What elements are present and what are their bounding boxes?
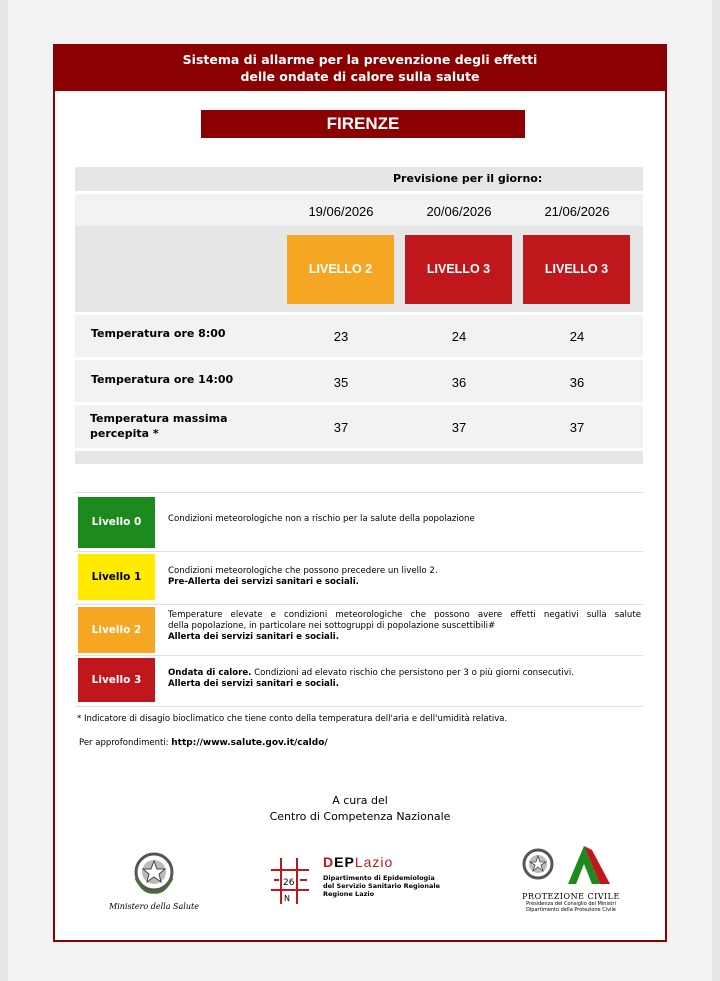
credits-line-2: Centro di Competenza Nazionale bbox=[269, 810, 451, 823]
legend-badge-level-1: Livello 1 bbox=[78, 554, 155, 600]
dep-caption-line-2: del Servizio Sanitario Regionale bbox=[323, 882, 441, 890]
legend-row-level-1 bbox=[75, 551, 643, 604]
legend-row-level-2 bbox=[75, 604, 643, 655]
salute-caldo-link[interactable]: http://www.salute.gov.it/caldo/ bbox=[171, 738, 328, 748]
protezione-line-2: Dipartimento della Protezione Civile bbox=[526, 907, 616, 913]
legend-badge-level-0: Livello 0 bbox=[78, 497, 155, 548]
dep-brand-d: D bbox=[323, 854, 335, 870]
city-title: FIRENZE bbox=[201, 110, 525, 138]
row-label-temp-perceived bbox=[90, 411, 228, 441]
more-info-label: Per approfondimenti: bbox=[79, 738, 169, 748]
svg-text:N: N bbox=[284, 894, 290, 903]
temp-14-day-2: 36 bbox=[451, 375, 467, 390]
legend-text-level-2 bbox=[168, 610, 641, 643]
header-line-2: delle ondate di calore sulla salute bbox=[240, 69, 480, 84]
credits bbox=[55, 793, 665, 825]
perceived-day-1: 37 bbox=[333, 420, 349, 435]
perceived-day-3: 37 bbox=[569, 420, 585, 435]
dep-caption bbox=[323, 874, 440, 898]
italian-emblem-icon bbox=[109, 848, 199, 898]
date-day-3: 21/06/2026 bbox=[544, 204, 610, 219]
dates-row bbox=[75, 194, 643, 226]
legend-level-2-line-2: della popolazione, in particolare nei sottogruppi di popolazione suscettibili# bbox=[168, 621, 496, 631]
dep-brand bbox=[323, 854, 393, 870]
temp-14-day-3: 36 bbox=[569, 375, 585, 390]
level-badge-day-1: LIVELLO 2 bbox=[287, 235, 394, 304]
svg-text:26: 26 bbox=[283, 878, 295, 888]
dep-brand-lazio: Lazio bbox=[354, 854, 394, 870]
protezione-line-1: Presidenza del Consiglio dei Ministri bbox=[526, 901, 616, 907]
levels-row bbox=[75, 226, 643, 312]
legend-level-1-line-1: Condizioni meteorologiche che possono precedere un livello 2. bbox=[168, 566, 438, 576]
page-edge-left bbox=[0, 0, 8, 981]
legend-level-3-line-2: Allerta dei servizi sanitari e sociali. bbox=[168, 679, 339, 689]
date-day-2: 20/06/2026 bbox=[426, 204, 492, 219]
temp-8-day-3: 24 bbox=[569, 329, 585, 344]
row-label-temp-8: Temperatura ore 8:00 bbox=[91, 327, 226, 340]
legend-level-2-line-3: Allerta dei servizi sanitari e sociali. bbox=[168, 632, 339, 642]
ministero-salute-logo bbox=[109, 848, 199, 914]
temp-8-day-1: 23 bbox=[333, 329, 349, 344]
row-temp-14 bbox=[75, 360, 643, 402]
bulletin-sheet bbox=[53, 44, 667, 942]
legend-text-level-0: Condizioni meteorologiche non a rischio per la salute della popolazione bbox=[168, 514, 475, 524]
forecast-heading: Previsione per il giorno: bbox=[393, 172, 543, 185]
more-info bbox=[79, 738, 328, 748]
row-label-perceived-line-2: percepita * bbox=[90, 427, 159, 440]
row-temp-8 bbox=[75, 315, 643, 357]
level-legend bbox=[75, 492, 643, 707]
protezione-title: PROTEZIONE CIVILE bbox=[522, 892, 620, 901]
row-label-temp-14: Temperatura ore 14:00 bbox=[91, 373, 234, 386]
italian-emblem-icon bbox=[518, 844, 624, 886]
page-edge-right bbox=[712, 0, 720, 981]
temp-8-day-2: 24 bbox=[451, 329, 467, 344]
forecast-table bbox=[75, 167, 643, 464]
dep-brand-ep: EP bbox=[334, 854, 355, 870]
date-day-1: 19/06/2026 bbox=[308, 204, 374, 219]
header-line-1: Sistema di allarme per la prevenzione degli effetti bbox=[182, 52, 538, 67]
row-temp-perceived bbox=[75, 405, 643, 448]
legend-level-2-line-1: Temperature elevate e condizioni meteorologiche che possono avere effetti negativi sulla salute bbox=[168, 610, 641, 620]
temp-14-day-1: 35 bbox=[333, 375, 349, 390]
dep-lazio-logo bbox=[269, 854, 459, 912]
dep-mark-icon bbox=[269, 854, 319, 908]
perceived-day-2: 37 bbox=[451, 420, 467, 435]
bulletin-header bbox=[55, 46, 665, 91]
row-label-perceived-line-1: Temperatura massima bbox=[90, 412, 228, 425]
legend-level-3-line-1 bbox=[168, 668, 641, 679]
protezione-civile-logo bbox=[518, 844, 624, 918]
dep-caption-line-3: Regione Lazio bbox=[323, 890, 375, 898]
legend-level-3-heat-wave: Ondata di calore. bbox=[168, 668, 252, 678]
legend-level-3-description: Condizioni ad elevato rischio che persistono per 3 o più giorni consecutivi. bbox=[251, 668, 574, 678]
legend-badge-level-2: Livello 2 bbox=[78, 607, 155, 653]
forecast-heading-row bbox=[75, 167, 643, 191]
ministero-caption: Ministero della Salute bbox=[109, 902, 199, 911]
legend-row-level-3 bbox=[75, 655, 643, 707]
level-badge-day-2: LIVELLO 3 bbox=[405, 235, 512, 304]
legend-text-level-3 bbox=[168, 668, 641, 690]
legend-row-level-0 bbox=[75, 492, 643, 551]
legend-badge-level-3: Livello 3 bbox=[78, 658, 155, 702]
level-badge-day-3: LIVELLO 3 bbox=[523, 235, 630, 304]
dep-caption-line-1: Dipartimento di Epidemiologia bbox=[323, 874, 435, 882]
perceived-temp-footnote: * Indicatore di disagio bioclimatico che tiene conto della temperatura dell'aria e dell'umidità relativa. bbox=[77, 714, 508, 724]
legend-text-level-1 bbox=[168, 566, 641, 588]
legend-level-1-line-2: Pre-Allerta dei servizi sanitari e sociali. bbox=[168, 577, 359, 587]
forecast-footer-bar bbox=[75, 451, 643, 464]
credits-line-1: A cura del bbox=[332, 794, 388, 807]
